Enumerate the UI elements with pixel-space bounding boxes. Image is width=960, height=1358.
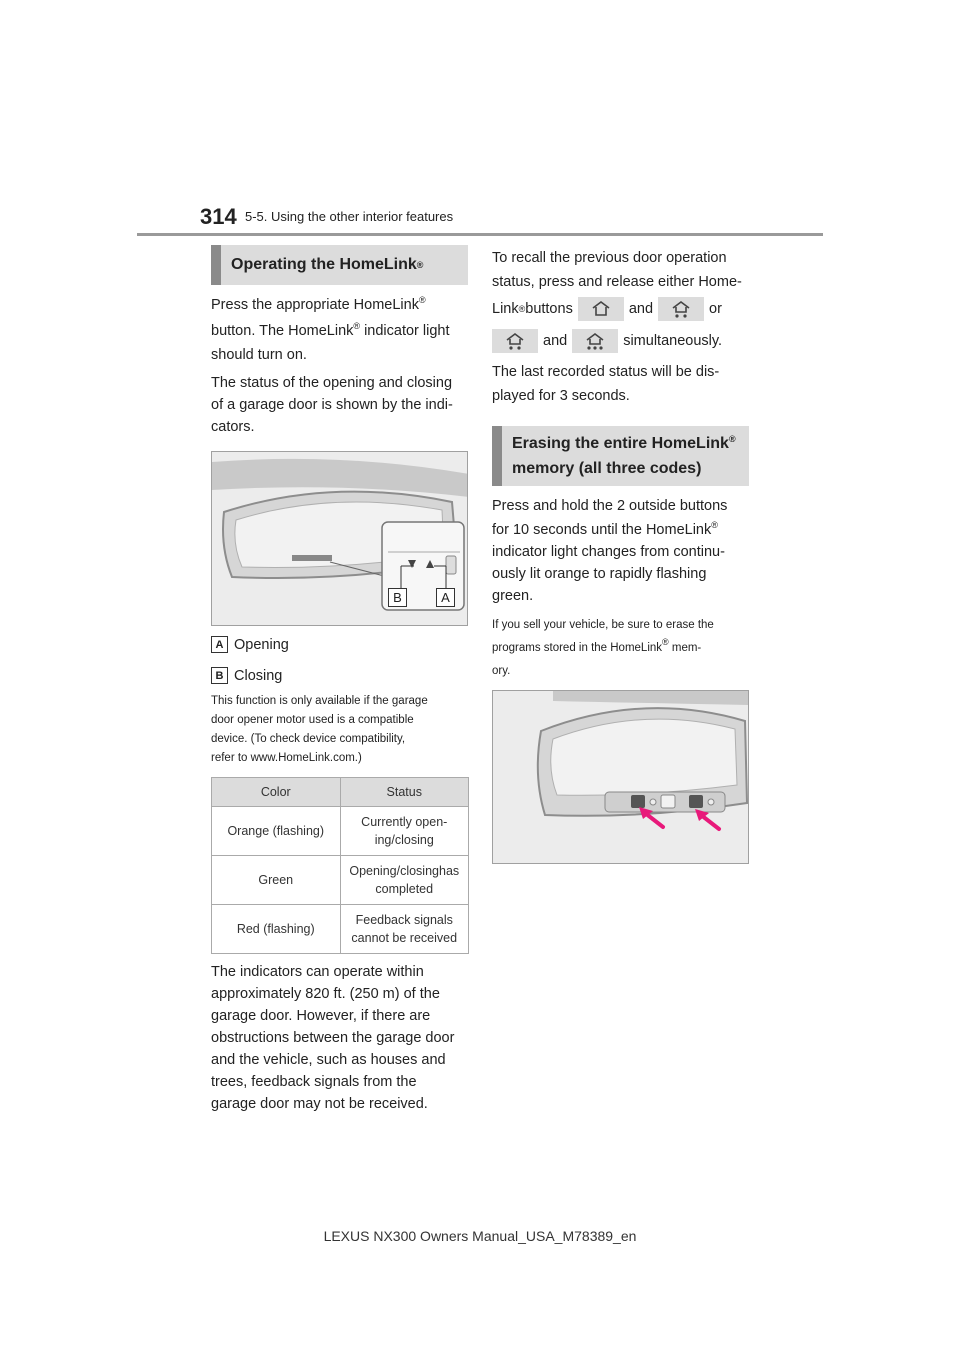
- legend-opening: [211, 636, 289, 653]
- mirror-buttons-illustration: [493, 691, 749, 864]
- recall-paragraph: To recall the previous door operation status, press and release either Home- Link ® buttons and or and simultaneously. The last recorded status will be dis- played for 3 seconds.: [492, 250, 742, 404]
- table-header-status: Status: [340, 778, 469, 807]
- legend-key-b: B: [211, 667, 228, 684]
- range-paragraph: The indicators can operate within approximately 820 ft. (250 m) of the garage door. However, if there are obstructions between the garage door and the vehicle, such as houses and trees, feedback signals from the garage door may not be received.: [211, 964, 455, 1112]
- legend-text-closing: Closing: [234, 667, 283, 684]
- table-cell-color: Green: [212, 856, 341, 905]
- operating-paragraph: Press the appropriate HomeLink® button. The HomeLink® indicator light should turn on. The status of the opening and closing of a garage door is shown by the indi- cators.: [211, 295, 453, 435]
- table-cell-status: Opening/closinghas completed: [340, 856, 469, 905]
- table-cell-color: Red (flashing): [212, 905, 341, 954]
- table-row: [212, 856, 469, 905]
- table-row: [212, 905, 469, 954]
- erasing-paragraph: Press and hold the 2 outside buttons for 10 seconds until the HomeLink® indicator light changes from continu- ously lit orange to rapidly flashing green.: [492, 498, 728, 604]
- legend-text-opening: Opening: [234, 636, 289, 653]
- table-header-row: [212, 778, 469, 807]
- table-cell-status: Feedback signals cannot be received: [340, 905, 469, 954]
- figure-label-b: B: [388, 588, 407, 607]
- legend-closing: [211, 667, 282, 684]
- table-row: [212, 807, 469, 856]
- page-number: 314: [200, 204, 237, 229]
- table-cell-status: Currently open- ing/closing: [340, 807, 469, 856]
- figure-label-a: A: [436, 588, 455, 607]
- mirror-buttons-figure: [492, 690, 749, 864]
- mirror-illustration: [212, 452, 468, 626]
- section-title: 5-5. Using the other interior features: [245, 209, 454, 224]
- indicator-status-table: [211, 777, 469, 954]
- mirror-indicator-figure: [211, 451, 468, 626]
- table-cell-color: Orange (flashing): [212, 807, 341, 856]
- table-header-color: Color: [212, 778, 341, 807]
- compatibility-note: This function is only available if the garage door opener motor used is a compatible device. (To check device compatibility, refer to www.HomeLink.com.): [211, 695, 428, 764]
- operating-heading: Operating the HomeLink ®: [211, 245, 468, 285]
- erasing-note: If you sell your vehicle, be sure to erase the programs stored in the HomeLink® mem- ory.: [492, 619, 714, 677]
- homelink-button-2-icon: [658, 297, 704, 321]
- homelink-button-1-icon: [578, 297, 624, 321]
- header-divider: [137, 233, 823, 236]
- legend-key-a: A: [211, 636, 228, 653]
- erasing-heading: Erasing the entire HomeLink® memory (all three codes): [492, 426, 749, 486]
- homelink-button-3-icon: [572, 329, 618, 353]
- footer-manual-id: LEXUS NX300 Owners Manual_USA_M78389_en: [323, 1228, 637, 1244]
- homelink-button-2-icon: [492, 329, 538, 353]
